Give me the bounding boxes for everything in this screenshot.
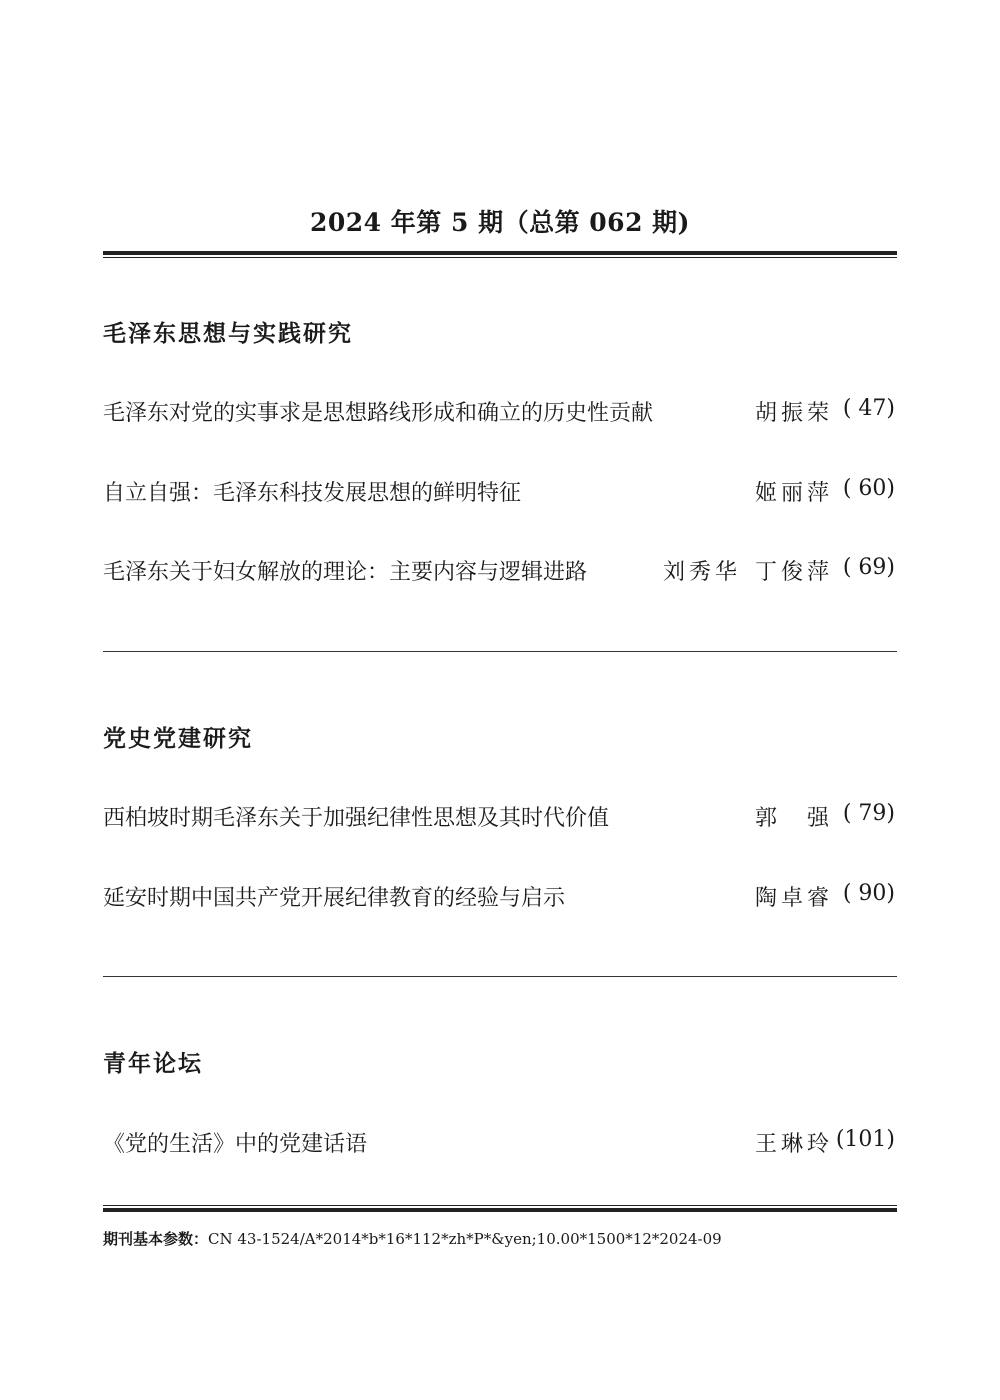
article-title[interactable]: 自立自强：毛泽东科技发展思想的鲜明特征: [103, 481, 522, 506]
page-number: ( 47): [842, 396, 895, 421]
page-number: ( 69): [842, 555, 895, 580]
author-name: 胡振荣: [755, 401, 834, 426]
toc-entry[interactable]: [103, 801, 897, 833]
author-name: 刘秀华: [663, 560, 742, 585]
page-number: (101): [835, 1127, 895, 1152]
toc-entry[interactable]: [103, 555, 897, 587]
page-number: ( 90): [842, 881, 895, 906]
top-double-rule: [103, 251, 897, 258]
author-name: 王琳玲: [755, 1132, 834, 1157]
toc-entry[interactable]: [103, 881, 897, 913]
article-title[interactable]: 延安时期中国共产党开展纪律教育的经验与启示: [103, 886, 566, 911]
article-title[interactable]: 毛泽东对党的实事求是思想路线形成和确立的历史性贡献: [103, 401, 654, 426]
page-number: ( 60): [842, 476, 895, 501]
article-title[interactable]: 《党的生活》中的党建话语: [103, 1132, 368, 1157]
article-title[interactable]: 西柏坡时期毛泽东关于加强纪律性思想及其时代价值: [103, 806, 610, 831]
author-name: 郭 强: [755, 806, 834, 831]
parameters-value: CN 43-1524/A*2014*b*16*112*zh*P*&yen;10.00*1500*12*2024-09: [208, 1230, 722, 1248]
author-name: 陶卓睿: [755, 886, 834, 911]
article-title[interactable]: 毛泽东关于妇女解放的理论：主要内容与逻辑进路: [103, 560, 588, 585]
coauthor-name: 丁俊萍: [755, 560, 834, 585]
journal-parameters: [103, 1228, 722, 1249]
page-number: ( 79): [842, 801, 895, 826]
toc-entry[interactable]: [103, 476, 897, 508]
toc-entry[interactable]: [103, 1127, 897, 1159]
section-heading: 党史党建研究: [103, 726, 253, 752]
section-heading: 毛泽东思想与实践研究: [103, 321, 353, 347]
section-divider: [103, 976, 897, 977]
author-name: 姬丽萍: [755, 481, 834, 506]
issue-title: 2024 年第 5 期（总第 062 期): [309, 208, 690, 237]
parameters-label: 期刊基本参数：: [103, 1230, 209, 1248]
section-heading: 青年论坛: [103, 1051, 203, 1077]
section-divider: [103, 651, 897, 652]
bottom-double-rule: [103, 1203, 897, 1212]
toc-entry[interactable]: [103, 396, 897, 428]
